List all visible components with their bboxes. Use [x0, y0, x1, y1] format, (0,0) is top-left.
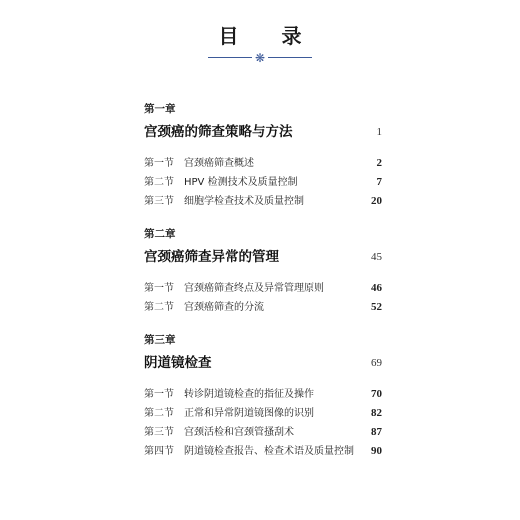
- toc-entry[interactable]: [144, 154, 384, 173]
- section-number: 第二节: [144, 302, 174, 313]
- section-title: 阴道镜检查报告、检查术语及质量控制: [184, 446, 354, 457]
- section-page-number: 7: [376, 176, 382, 188]
- section-number: 第一节: [144, 389, 174, 400]
- chapter-title: 阴道镜检查: [144, 355, 212, 371]
- section-page-number: 2: [376, 157, 382, 169]
- chapter-page-number: 69: [371, 357, 382, 369]
- chapter-heading[interactable]: [144, 122, 384, 142]
- section-title: 宫颈癌筛查概述: [184, 158, 254, 169]
- chapter-3: [144, 333, 384, 461]
- section-page-number: 90: [371, 445, 382, 457]
- toc-entry[interactable]: [144, 385, 384, 404]
- toc-entry[interactable]: [144, 442, 384, 461]
- section-number: 第二节: [144, 177, 174, 188]
- section-title: HPV 检测技术及质量控制: [184, 177, 298, 188]
- section-page-number: 52: [371, 301, 382, 313]
- chapter-heading[interactable]: [144, 353, 384, 373]
- section-number: 第一节: [144, 158, 174, 169]
- chapter-2: [144, 227, 384, 317]
- chapter-title: 宫颈癌筛查异常的管理: [144, 249, 279, 265]
- toc-entry[interactable]: [144, 279, 384, 298]
- toc-entry[interactable]: [144, 192, 384, 211]
- section-list: [144, 385, 384, 461]
- section-page-number: 87: [371, 426, 382, 438]
- chapter-page-number: 45: [371, 251, 382, 263]
- section-title: 宫颈活检和宫颈管搔刮术: [184, 427, 294, 438]
- chapter-title: 宫颈癌的筛查策略与方法: [144, 124, 293, 140]
- section-list: [144, 279, 384, 317]
- ornament-line-left: [208, 57, 252, 58]
- chapter-label: 第二章: [144, 228, 176, 240]
- section-title: 细胞学检查技术及质量控制: [184, 196, 304, 207]
- section-list: [144, 154, 384, 211]
- section-number: 第四节: [144, 446, 174, 457]
- toc-entry[interactable]: [144, 173, 384, 192]
- chapter-heading[interactable]: [144, 247, 384, 267]
- section-title: 转诊阴道镜检查的指征及操作: [184, 389, 314, 400]
- toc-entry[interactable]: [144, 298, 384, 317]
- title-ornament: [208, 52, 312, 64]
- section-title: 宫颈癌筛查终点及异常管理原则: [184, 283, 324, 294]
- section-title: 宫颈癌筛查的分流: [184, 302, 264, 313]
- section-page-number: 82: [371, 407, 382, 419]
- section-title: 正常和异常阴道镜图像的识别: [184, 408, 314, 419]
- section-number: 第三节: [144, 196, 174, 207]
- chapter-label: 第一章: [144, 103, 176, 115]
- chapter-1: [144, 102, 384, 211]
- snowflake-icon: ❋: [254, 51, 266, 65]
- section-number: 第二节: [144, 408, 174, 419]
- section-page-number: 46: [371, 282, 382, 294]
- chapter-page-number: 1: [376, 126, 382, 138]
- page-title: 目 录: [218, 24, 320, 48]
- section-page-number: 20: [371, 195, 382, 207]
- section-page-number: 70: [371, 388, 382, 400]
- section-number: 第一节: [144, 283, 174, 294]
- section-number: 第三节: [144, 427, 174, 438]
- toc-entry[interactable]: [144, 423, 384, 442]
- chapter-label: 第三章: [144, 334, 176, 346]
- toc-entry[interactable]: [144, 404, 384, 423]
- ornament-line-right: [268, 57, 312, 58]
